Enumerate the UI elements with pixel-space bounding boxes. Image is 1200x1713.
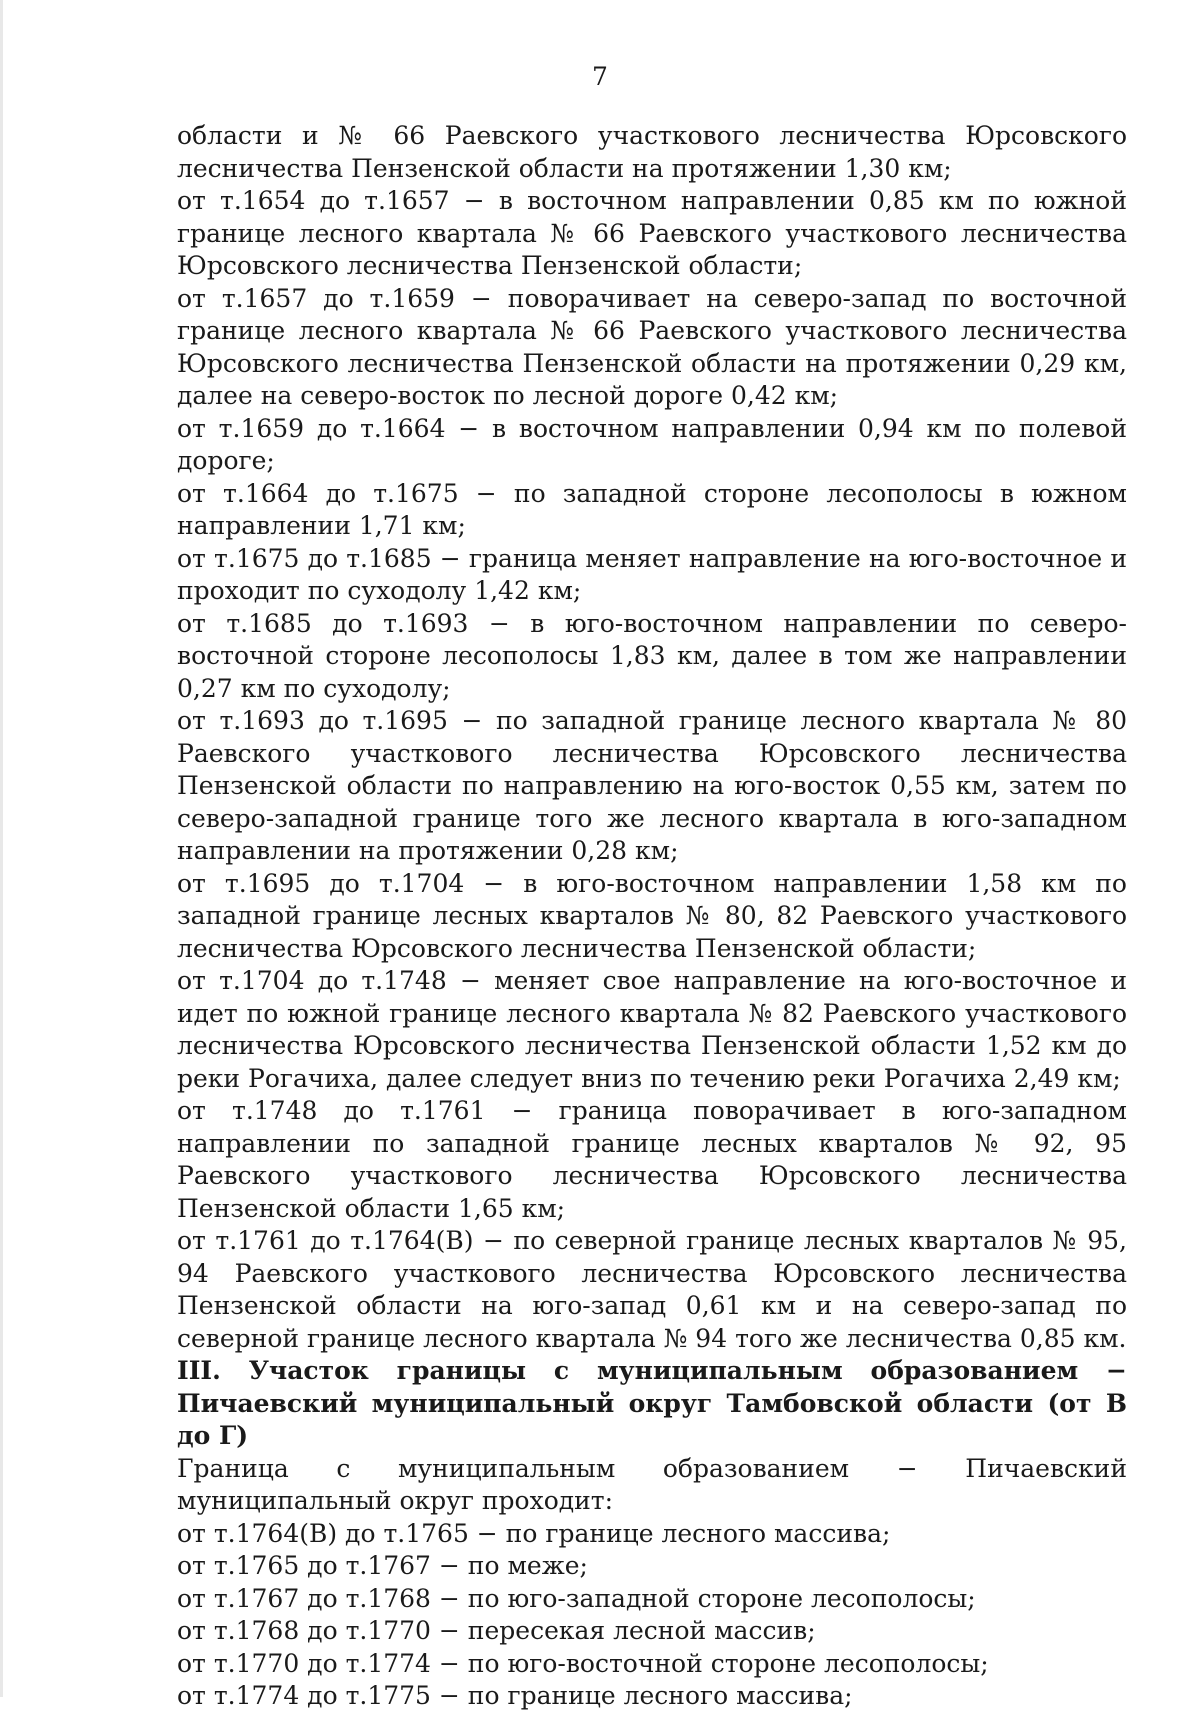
page-number: 7 — [592, 62, 608, 91]
section-item: от т.1770 до т.1774 − по юго-восточной стороне лесополосы; — [177, 1648, 989, 1678]
paragraph: от т.1657 до т.1659 − поворачивает на северо-запад по восточной границе лесного квартала № 66 Раевского участкового лесничества Юрсовского лесничества Пензенской области на протяжении 0,29 км, далее на северо-восток по лесной дороге 0,42 км; — [177, 283, 1127, 410]
section-item: от т.1764(В) до т.1765 − по границе лесного массива; — [177, 1518, 891, 1548]
paragraph: от т.1654 до т.1657 − в восточном направлении 0,85 км по южной границе лесного квартала № 66 Раевского участкового лесничества Юрсовского лесничества Пензенской области; — [177, 186, 1127, 280]
paragraph: от т.1685 до т.1693 − в юго-восточном направлении по северо-восточной стороне лесополосы 1,83 км, далее в том же направлении 0,27 км по суходолу; — [177, 608, 1127, 703]
paragraph: от т.1693 до т.1695 − по западной границе лесного квартала № 80 Раевского участкового лесничества Юрсовского лесничества Пензенской области по направлению на юго-восток 0,55 км, затем по северо-западной границе того же лесного квартала в юго-западном направлении на протяжении 0,28 км; — [177, 706, 1127, 865]
section-item: от т.1774 до т.1775 − по границе лесного массива; — [177, 1681, 853, 1710]
paragraph: от т.1675 до т.1685 − граница меняет направление на юго-восточное и проходит по суходолу 1,42 км; — [177, 543, 1127, 605]
section-item: от т.1768 до т.1770 − пересекая лесной массив; — [177, 1616, 816, 1645]
paragraph: от т.1704 до т.1748 − меняет свое направление на юго-восточное и идет по южной границе лесного квартала № 82 Раевского участкового лесничества Юрсовского лесничества Пензенской области 1,52 км до реки Рогачиха, далее следует вниз по течению реки Рогачиха 2,49 км; — [177, 966, 1127, 1093]
paragraph: от т.1664 до т.1675 − по западной стороне лесополосы в южном направлении 1,71 км; — [177, 478, 1127, 540]
paragraph: от т.1659 до т.1664 − в восточном направлении 0,94 км по полевой дороге; — [177, 413, 1127, 475]
paragraph: от т.1761 до т.1764(В) − по северной границе лесных кварталов № 95, 94 Раевского участкового лесничества Юрсовского лесничества Пензенской области на юго-запад 0,61 км и на северо-запад по северной границе лесного квартала № 94 того же лесничества 0,85 км. — [177, 1226, 1127, 1353]
document-body — [177, 120, 1127, 1713]
section-item: от т.1767 до т.1768 − по юго-западной стороне лесополосы; — [177, 1583, 976, 1613]
section-intro: Граница с муниципальным образованием − Пичаевский муниципальный округ проходит: — [177, 1453, 1127, 1515]
section-heading: III. Участок границы с муниципальным образованием − Пичаевский муниципальный округ Тамбовской области (от В до Г) — [177, 1356, 1127, 1450]
paragraph: области и № 66 Раевского участкового лесничества Юрсовского лесничества Пензенской области на протяжении 1,30 км; — [177, 121, 1127, 183]
paragraph: от т.1748 до т.1761 − граница поворачивает в юго-западном направлении по западной границе лесных кварталов № 92, 95 Раевского участкового лесничества Юрсовского лесничества Пензенской области 1,65 км; — [177, 1096, 1127, 1223]
section-item: от т.1765 до т.1767 − по меже; — [177, 1551, 588, 1580]
scan-edge — [0, 0, 3, 1697]
paragraph: от т.1695 до т.1704 − в юго-восточном направлении 1,58 км по западной границе лесных кварталов № 80, 82 Раевского участкового лесничества Юрсовского лесничества Пензенской области; — [177, 868, 1127, 963]
